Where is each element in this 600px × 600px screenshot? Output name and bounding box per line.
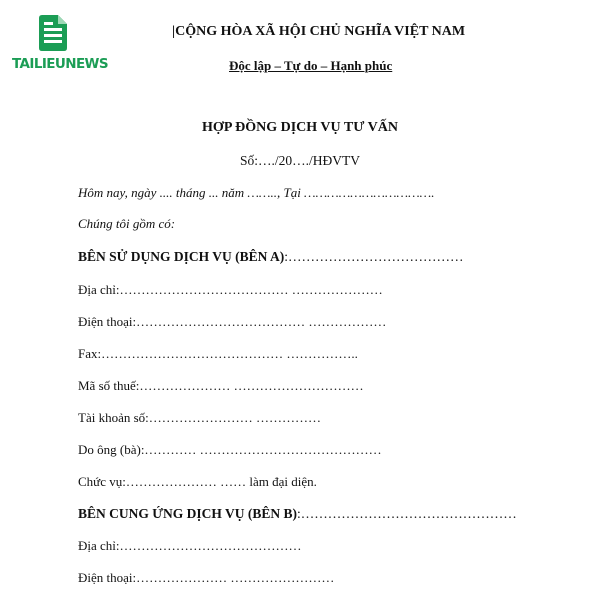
document-icon <box>36 14 70 52</box>
party-a-tax-code: Mã số thuế:………………… ………………………… <box>78 378 364 393</box>
party-a-phone: Điện thoại:………………………………… ……………… <box>78 314 387 329</box>
date-line: Hôm nay, ngày .... tháng ... năm …….., Tại ……………………………. <box>78 185 435 200</box>
party-a-heading: BÊN SỬ DỤNG DỊCH VỤ (BÊN A) <box>78 249 285 264</box>
party-b-heading: BÊN CUNG ỨNG DỊCH VỤ (BÊN B) <box>78 506 298 521</box>
party-a-fax: Fax:…………………………………… …………….. <box>78 346 358 361</box>
document-number: Số:…./20…./HĐVTV <box>239 153 360 168</box>
party-b-heading-line <box>78 506 517 522</box>
nation-title: |CỘNG HÒA XÃ HỘI CHỦ NGHĨA VIỆT NAM <box>172 24 466 39</box>
document-title: HỢP ĐỒNG DỊCH VỤ TƯ VẤN <box>202 120 398 135</box>
party-b-heading-dots: :………………………………………… <box>297 506 517 521</box>
brand-logo <box>12 14 108 76</box>
party-a-heading-line <box>78 249 464 265</box>
party-a-position: Chức vụ:………………… …… làm đại diện. <box>78 474 317 489</box>
party-b-address: Địa chỉ:…………………………………… <box>78 538 302 553</box>
brand-name: TAILIEUNEWS <box>12 56 108 72</box>
intro-line: Chúng tôi gồm có: <box>78 216 176 231</box>
party-a-account: Tài khoản số:…………………… …………… <box>78 410 322 425</box>
motto: Độc lập – Tự do – Hạnh phúc <box>229 58 393 73</box>
party-b-phone: Điện thoại:………………… …………………… <box>78 570 335 585</box>
party-a-representative: Do ông (bà):………… …………………………………… <box>78 442 382 457</box>
party-a-heading-dots: :………………………………… <box>284 249 464 264</box>
party-a-address: Địa chỉ:………………………………… ………………… <box>78 282 383 297</box>
